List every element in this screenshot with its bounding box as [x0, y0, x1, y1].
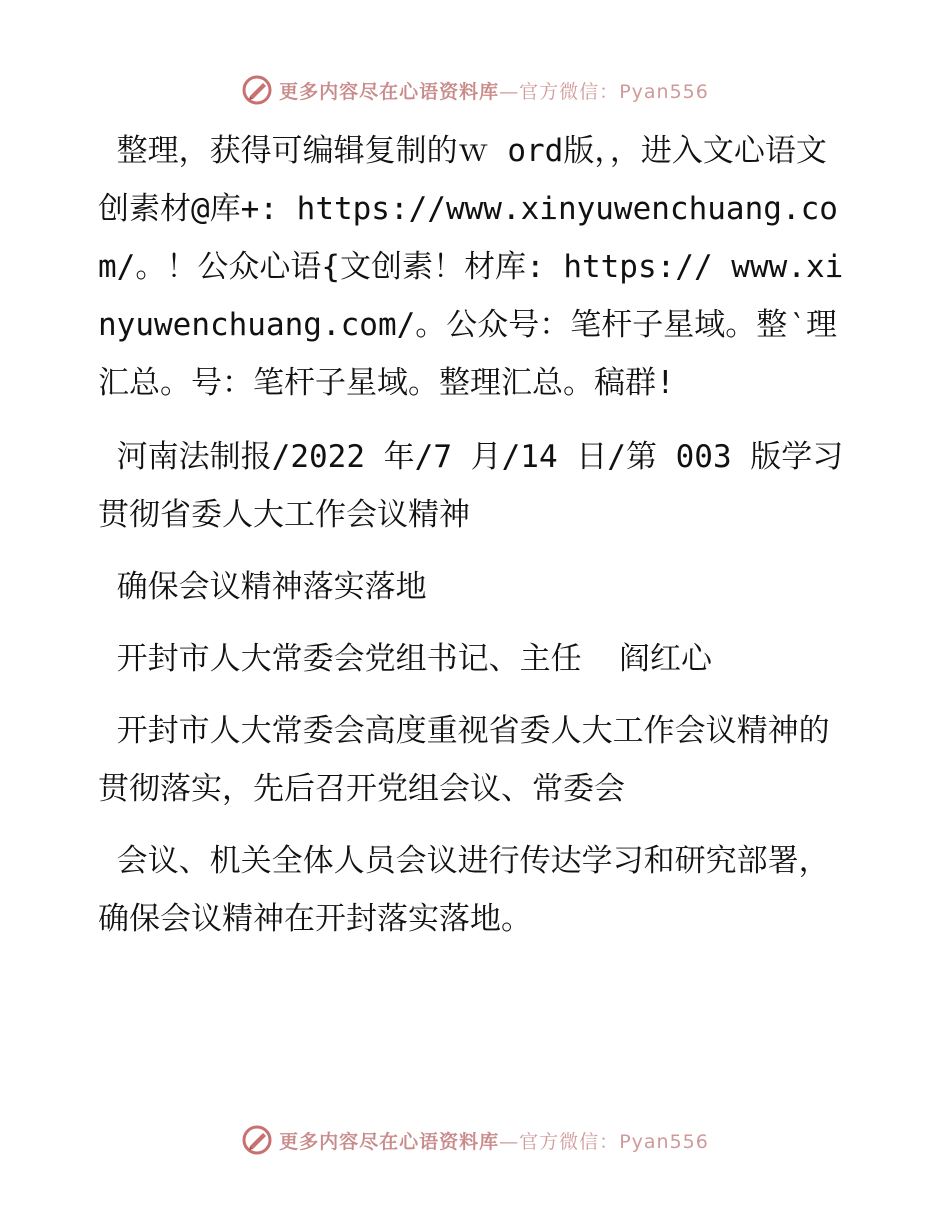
watermark-tail: 官方微信：: [519, 1130, 620, 1153]
pen-logo-icon: [241, 1124, 273, 1156]
watermark-main: 更多内容尽在心语资料库: [279, 1130, 500, 1153]
pen-logo-icon: [241, 74, 273, 106]
paragraph-source: 河南法制报/2022 年/7 月/14 日/第 003 版学习贯彻省委人大工作会议精神: [98, 439, 844, 533]
paragraph-body-1: 开封市人大常委会高度重视省委人大工作会议精神的贯彻落实，先后召开党组会议、常委会: [98, 713, 830, 807]
watermark-main: 更多内容尽在心语资料库: [279, 80, 500, 103]
header-watermark: [0, 70, 950, 110]
paragraph-author: 开封市人大常委会党组书记、主任 阎红心: [98, 641, 712, 677]
watermark-separator: —: [499, 80, 520, 103]
watermark-text: [279, 77, 709, 104]
paragraph-intro: 整理，获得可编辑复制的ｗ ord版，，进入文心语文创素材@库+: https://www.xinyuwenchuang.com/。！公众心语{文创素！材库: https:// www.xinyuwenchuang.com/。公众号：笔杆子星域。整‵理汇总。号：笔杆子星域。整理汇总。稿群!: [98, 133, 844, 401]
document-body: [98, 122, 850, 962]
paragraph-body-2: 会议、机关全体人员会议进行传达学习和研究部署，确保会议精神在开封落实落地。: [98, 843, 830, 937]
watermark-separator: —: [499, 1130, 520, 1153]
paragraph-title: 确保会议精神落实落地: [98, 569, 427, 605]
watermark-tail: 官方微信：: [519, 80, 620, 103]
watermark-id: Pyan556: [619, 1130, 709, 1153]
watermark-text: [279, 1127, 709, 1154]
watermark-id: Pyan556: [619, 80, 709, 103]
footer-watermark: [0, 1120, 950, 1160]
